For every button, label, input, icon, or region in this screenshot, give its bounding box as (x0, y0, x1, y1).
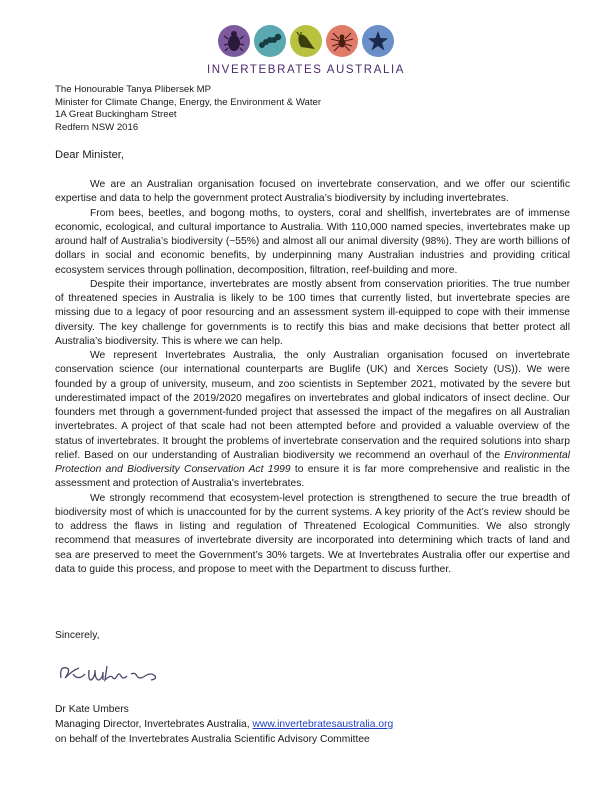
paragraph-1: We are an Australian organisation focused on invertebrate conservation, and we offer our scientific expertise and data to help the government protect Australia’s biodiversity by including invertebrates. (55, 179, 570, 205)
paragraph-2: From bees, beetles, and bogong moths, to oysters, coral and shellfish, invertebrates are of immense economic, ecological, and cultural importance to Australia. With 110,000 named species, invertebrates make up around half of Australia’s biodiversity (~55%) and almost all our animal diversity (98%). They are worth billions of dollars in social and economic benefits, by underpinning many Australian industries and providing critical ecosystem services through pollination, decomposition, filtration, reef-building and more. (55, 207, 570, 276)
salutation: Dear Minister, (55, 149, 125, 161)
beetle-icon (224, 30, 244, 52)
signatory-role-text: Managing Director, Invertebrates Australia, (55, 719, 253, 730)
signature-block (55, 702, 393, 747)
recipient-street: 1A Great Buckingham Street (55, 109, 177, 121)
letter-body (55, 178, 570, 577)
logo-circle-snail (290, 25, 322, 57)
sea-star-icon (367, 30, 389, 52)
logo-circle-spider (326, 25, 358, 57)
recipient-name: The Honourable Tanya Plibersek MP (55, 84, 212, 95)
paragraph-4 (55, 349, 570, 492)
recipient-address (55, 84, 321, 134)
logo-icon-row (0, 22, 612, 60)
paragraph-5: We strongly recommend that ecosystem-level protection is strengthened to secure the true breadth of biodiversity most of which is unaccounted for by the current systems. A key priority of the Act’s review should be to address the flaws in listing and regulation of Threatened Ecological Communities. We also strongly recommend that measures of invertebrate diversity are incorporated into determining which tracts of land and sea are preserved to meet the Government’s 30% targets. We at Invertebrates Australia offer our expertise and data to guide this process, and propose to meet with the Department to discuss further. (55, 492, 570, 575)
spider-icon (330, 30, 354, 52)
handwritten-signature (55, 652, 165, 697)
on-behalf-line: on behalf of the Invertebrates Australia Scientific Advisory Committee (55, 734, 370, 745)
closing: Sincerely, (55, 630, 100, 641)
paragraph-3: Despite their importance, invertebrates are mostly absent from conservation priorities. The true number of threatened species in Australia is likely to be 100 times that currently listed, but invertebrate species are missing due to a legacy of poor resourcing and an assessment system ill-equipped to cope with their immense diversity. The key challenge for governments is to rectify this bias and make decisions that better protect all Australia’s biodiversity. This is where we can help. (55, 278, 570, 347)
paragraph-4-start: We represent Invertebrates Australia, the only Australian organisation focused on invertebrate conservation science (our international counterparts are Buglife (UK) and Xerces Society (US)). We were founded by a group of university, museum, and zoo scientists in September 2021, motivated by the severe but underestimated impact of the 2019/2020 megafires on invertebrates and global indicators of insect decline. Our founders met through a government-funded project that assessed the impact of the megafires on all Australian invertebrates. A project of that scale had not been attempted before and provided a valuable overview of the status of invertebrates. It brought the problems of invertebrate conservation and the required solutions into sharp relief. Based on our understanding of Australian biodiversity we recommend an overhaul of the (55, 350, 570, 461)
recipient-city: Redfern NSW 2016 (55, 121, 139, 133)
recipient-title: Minister for Climate Change, Energy, the Environment & Water (55, 96, 322, 108)
logo-circle-caterpillar (254, 25, 286, 57)
logo-circle-sea-star (362, 25, 394, 57)
org-name: INVERTEBRATES AUSTRALIA (206, 64, 406, 76)
letterhead-logo (0, 22, 612, 76)
signatory-role (55, 717, 393, 732)
signatory-name: Dr Kate Umbers (55, 704, 129, 715)
caterpillar-icon (258, 31, 282, 51)
paragraph-4-end: to ensure it is far more comprehensive and realistic in the assessment and protection of Australia's invertebrates. (55, 464, 570, 490)
website-link[interactable]: www.invertebratesaustralia.org (252, 719, 394, 730)
logo-circle-beetle (218, 25, 250, 57)
act-name: Environmental Protection and Biodiversity Conservation Act 1999 (55, 449, 570, 475)
snail-icon (295, 31, 317, 51)
